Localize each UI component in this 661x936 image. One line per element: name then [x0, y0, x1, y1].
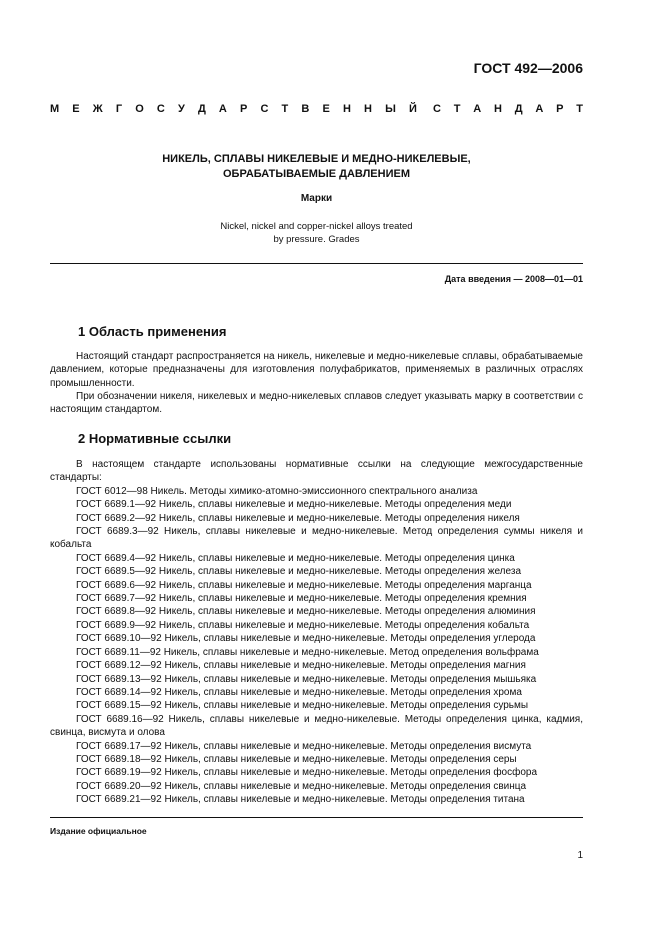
references-intro: В настоящем стандарте использованы нормативные ссылки на следующие межгосударственные стандарты: — [50, 459, 583, 484]
section-2-heading: 2 Нормативные ссылки — [78, 431, 232, 446]
title-line-1: НИКЕЛЬ, СПЛАВЫ НИКЕЛЕВЫЕ И МЕДНО-НИКЕЛЕВЫЕ, — [162, 153, 471, 165]
reference-item: ГОСТ 6689.13—92 Никель, сплавы никелевые и медно-никелевые. Методы определения мышьяка — [76, 673, 537, 685]
normative-references — [50, 458, 583, 807]
title-divider — [50, 263, 583, 264]
title-line-2: ОБРАБАТЫВАЕМЫЕ ДАВЛЕНИЕМ — [222, 168, 410, 180]
reference-item: ГОСТ 6689.9—92 Никель, сплавы никелевые и медно-никелевые. Методы определения кобальта — [76, 619, 530, 631]
page-number: 1 — [577, 850, 583, 861]
reference-item: ГОСТ 6689.17—92 Никель, сплавы никелевые и медно-никелевые. Методы определения висмута — [76, 740, 532, 752]
reference-item: ГОСТ 6689.4—92 Никель, сплавы никелевые и медно-никелевые. Методы определения цинка — [76, 552, 515, 564]
interstate-standard-banner — [50, 103, 583, 115]
reference-item: ГОСТ 6689.6—92 Никель, сплавы никелевые и медно-никелевые. Методы определения марганца — [76, 579, 532, 591]
reference-item: ГОСТ 6689.16—92 Никель, сплавы никелевые и медно-никелевые. Методы определения цинка, кадмия, свинца, висмута и олова — [50, 713, 583, 739]
reference-item: ГОСТ 6689.15—92 Никель, сплавы никелевые и медно-никелевые. Методы определения сурьмы — [76, 700, 529, 712]
reference-item: ГОСТ 6689.12—92 Никель, сплавы никелевые и медно-никелевые. Методы определения магния — [76, 660, 526, 672]
interstate-word: М Е Ж Г О С У Д А Р С Т В Е Н Н Ы Й — [50, 103, 417, 115]
section-1-paragraph-2: При обозначении никеля, никелевых и медно-никелевых сплавов следует указывать марку в соответствии с настоящим стандартом. — [50, 391, 583, 416]
reference-item: ГОСТ 6689.11—92 Никель, сплавы никелевые и медно-никелевые. Метод определения вольфрама — [76, 646, 539, 658]
standard-word: С Т А Н Д А Р Т — [433, 103, 583, 115]
document-title — [50, 152, 583, 182]
reference-item: ГОСТ 6012—98 Никель. Методы химико-атомно-эмиссионного спектрального анализа — [76, 485, 478, 497]
reference-item: ГОСТ 6689.10—92 Никель, сплавы никелевые и медно-никелевые. Методы определения углерода — [76, 633, 536, 645]
reference-item: ГОСТ 6689.1—92 Никель, сплавы никелевые и медно-никелевые. Методы определения меди — [76, 499, 512, 511]
reference-item: ГОСТ 6689.21—92 Никель, сплавы никелевые и медно-никелевые. Методы определения титана — [76, 794, 525, 806]
introduction-date: Дата введения — 2008—01—01 — [444, 274, 583, 284]
edition-note: Издание официальное — [50, 826, 147, 836]
reference-item: ГОСТ 6689.18—92 Никель, сплавы никелевые и медно-никелевые. Методы определения серы — [76, 753, 517, 765]
english-title-line-1: Nickel, nickel and copper-nickel alloys treated — [220, 221, 413, 232]
reference-item: ГОСТ 6689.8—92 Никель, сплавы никелевые и медно-никелевые. Методы определения алюминия — [76, 606, 536, 618]
english-title — [50, 220, 583, 246]
reference-item: ГОСТ 6689.7—92 Никель, сплавы никелевые и медно-никелевые. Методы определения кремния — [76, 593, 527, 605]
english-title-line-2: by pressure. Grades — [273, 234, 360, 245]
section-1-heading: 1 Область применения — [78, 324, 227, 339]
reference-item: ГОСТ 6689.2—92 Никель, сплавы никелевые и медно-никелевые. Методы определения никеля — [76, 512, 520, 524]
reference-item: ГОСТ 6689.3—92 Никель, сплавы никелевые и медно-никелевые. Метод определения суммы никеля и кобальта — [50, 526, 583, 551]
document-code: ГОСТ 492—2006 — [473, 60, 583, 76]
footer-divider — [50, 817, 583, 818]
reference-item: ГОСТ 6689.20—92 Никель, сплавы никелевые и медно-никелевые. Методы определения свинца — [76, 780, 527, 792]
section-1-paragraph-1: Настоящий стандарт распространяется на никель, никелевые и медно-никелевые сплавы, обрабатываемые давлением, которые предназначены для изготовления полуфабрикатов, применяемых в различных отраслях промышленности. — [50, 351, 583, 389]
document-subtitle: Марки — [300, 193, 333, 204]
references-list — [50, 485, 583, 807]
reference-item: ГОСТ 6689.5—92 Никель, сплавы никелевые и медно-никелевые. Методы определения железа — [76, 566, 522, 578]
reference-item: ГОСТ 6689.14—92 Никель, сплавы никелевые и медно-никелевые. Методы определения хрома — [76, 686, 522, 698]
reference-item: ГОСТ 6689.19—92 Никель, сплавы никелевые и медно-никелевые. Методы определения фосфора — [76, 767, 538, 779]
